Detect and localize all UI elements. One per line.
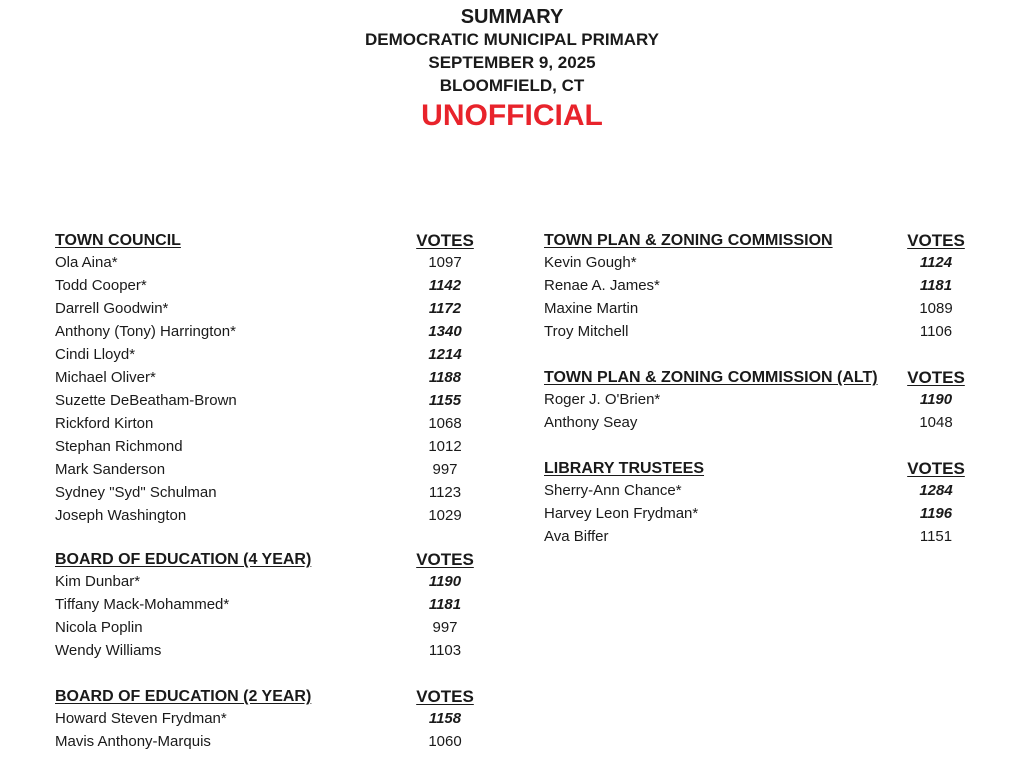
- candidate-row: [55, 251, 476, 274]
- candidate-votes: 1060: [428, 733, 462, 750]
- candidate-name: Todd Cooper*: [55, 277, 147, 294]
- candidate-votes: 1068: [428, 415, 462, 432]
- candidate-votes: 1142: [428, 277, 462, 294]
- candidate-row: [55, 593, 476, 616]
- votes-column-header: VOTES: [907, 368, 965, 387]
- candidate-name: Sherry-Ann Chance*: [544, 482, 682, 499]
- candidate-votes: 1089: [919, 300, 953, 317]
- candidate-votes: 1340: [428, 323, 462, 340]
- votes-column-header: VOTES: [907, 459, 965, 478]
- candidate-name: Nicola Poplin: [55, 619, 143, 636]
- race-town-plan-zoning-commission-alt: [544, 366, 967, 434]
- candidate-name: Anthony (Tony) Harrington*: [55, 323, 236, 340]
- candidate-row: [55, 504, 476, 527]
- race-title: TOWN PLAN & ZONING COMMISSION (ALT): [544, 369, 878, 386]
- candidate-name: Roger J. O'Brien*: [544, 391, 661, 408]
- candidate-name: Howard Steven Frydman*: [55, 710, 227, 727]
- candidate-name: Kevin Gough*: [544, 254, 637, 271]
- candidate-row: [55, 570, 476, 593]
- candidate-row: [55, 343, 476, 366]
- race-header: [55, 229, 476, 251]
- candidate-row: [55, 412, 476, 435]
- race-header: [55, 685, 476, 707]
- candidate-row: [544, 297, 967, 320]
- race-town-plan-zoning-commission: [544, 229, 967, 343]
- candidate-votes: 1029: [428, 507, 462, 524]
- candidate-name: Sydney "Syd" Schulman: [55, 484, 217, 501]
- candidate-row: [55, 389, 476, 412]
- candidate-row: [55, 435, 476, 458]
- candidate-name: Anthony Seay: [544, 414, 638, 431]
- summary-title: SUMMARY: [460, 6, 564, 28]
- race-title: LIBRARY TRUSTEES: [544, 460, 705, 477]
- candidate-row: [55, 458, 476, 481]
- candidate-name: Ava Biffer: [544, 528, 609, 545]
- candidate-votes: 1196: [919, 505, 953, 522]
- document-header: [0, 6, 1024, 134]
- race-title: BOARD OF EDUCATION (2 YEAR): [55, 688, 312, 705]
- candidate-votes: 1097: [428, 254, 462, 271]
- candidate-row: [55, 274, 476, 297]
- candidate-name: Suzette DeBeatham-Brown: [55, 392, 237, 409]
- election-location: BLOOMFIELD, CT: [439, 76, 585, 95]
- votes-column-header: VOTES: [416, 550, 474, 569]
- candidate-row: [544, 525, 967, 548]
- candidate-votes: 1190: [428, 573, 462, 590]
- race-header: [544, 229, 967, 251]
- candidate-votes: 1124: [919, 254, 953, 271]
- candidate-row: [55, 297, 476, 320]
- candidate-name: Kim Dunbar*: [55, 573, 141, 590]
- candidate-row: [55, 366, 476, 389]
- votes-column-header: VOTES: [416, 231, 474, 250]
- votes-column-header: VOTES: [907, 231, 965, 250]
- candidate-row: [544, 411, 967, 434]
- candidate-name: Rickford Kirton: [55, 415, 154, 432]
- race-title: BOARD OF EDUCATION (4 YEAR): [55, 551, 312, 568]
- race-header: [544, 366, 967, 388]
- candidate-votes: 1214: [428, 346, 462, 363]
- candidate-name: Harvey Leon Frydman*: [544, 505, 699, 522]
- candidate-name: Stephan Richmond: [55, 438, 183, 455]
- race-library-trustees: [544, 457, 967, 548]
- candidate-row: [544, 502, 967, 525]
- candidate-row: [55, 730, 476, 753]
- candidate-name: Troy Mitchell: [544, 323, 629, 340]
- candidate-votes: 1048: [919, 414, 953, 431]
- candidate-name: Joseph Washington: [55, 507, 187, 524]
- candidate-votes: 1188: [428, 369, 462, 386]
- candidate-row: [544, 388, 967, 411]
- candidate-votes: 1172: [428, 300, 462, 317]
- race-title: TOWN COUNCIL: [55, 232, 181, 249]
- candidate-name: Ola Aina*: [55, 254, 118, 271]
- candidate-row: [544, 320, 967, 343]
- candidate-row: [55, 481, 476, 504]
- race-header: [55, 548, 476, 570]
- candidate-row: [55, 707, 476, 730]
- candidate-votes: 1012: [428, 438, 462, 455]
- candidate-row: [544, 251, 967, 274]
- race-board-of-education-4-year: [55, 548, 476, 662]
- candidate-votes: 1190: [919, 391, 953, 408]
- candidate-row: [55, 616, 476, 639]
- candidate-name: Mark Sanderson: [55, 461, 166, 478]
- candidate-name: Michael Oliver*: [55, 369, 156, 386]
- candidate-name: Darrell Goodwin*: [55, 300, 169, 317]
- candidate-votes: 997: [432, 461, 458, 478]
- candidate-votes: 1123: [428, 484, 462, 501]
- candidate-row: [55, 320, 476, 343]
- unofficial-status: UNOFFICIAL: [421, 99, 603, 132]
- candidate-name: Cindi Lloyd*: [55, 346, 136, 363]
- candidate-votes: 997: [432, 619, 458, 636]
- race-town-council: [55, 229, 476, 527]
- election-date: SEPTEMBER 9, 2025: [428, 53, 596, 72]
- election-name: DEMOCRATIC MUNICIPAL PRIMARY: [364, 30, 660, 49]
- candidate-row: [544, 479, 967, 502]
- candidate-votes: 1106: [919, 323, 953, 340]
- candidate-name: Renae A. James*: [544, 277, 660, 294]
- candidate-row: [55, 639, 476, 662]
- candidate-name: Tiffany Mack-Mohammed*: [55, 596, 230, 613]
- race-board-of-education-2-year: [55, 685, 476, 753]
- race-header: [544, 457, 967, 479]
- candidate-name: Wendy Williams: [55, 642, 162, 659]
- votes-column-header: VOTES: [416, 687, 474, 706]
- race-title: TOWN PLAN & ZONING COMMISSION: [544, 232, 833, 249]
- candidate-name: Mavis Anthony-Marquis: [55, 733, 211, 750]
- candidate-votes: 1284: [919, 482, 953, 499]
- candidate-votes: 1155: [428, 392, 462, 409]
- candidate-votes: 1151: [919, 528, 953, 545]
- candidate-votes: 1181: [919, 277, 953, 294]
- candidate-row: [544, 274, 967, 297]
- candidate-votes: 1181: [428, 596, 462, 613]
- candidate-name: Maxine Martin: [544, 300, 639, 317]
- candidate-votes: 1158: [428, 710, 462, 727]
- candidate-votes: 1103: [428, 642, 462, 659]
